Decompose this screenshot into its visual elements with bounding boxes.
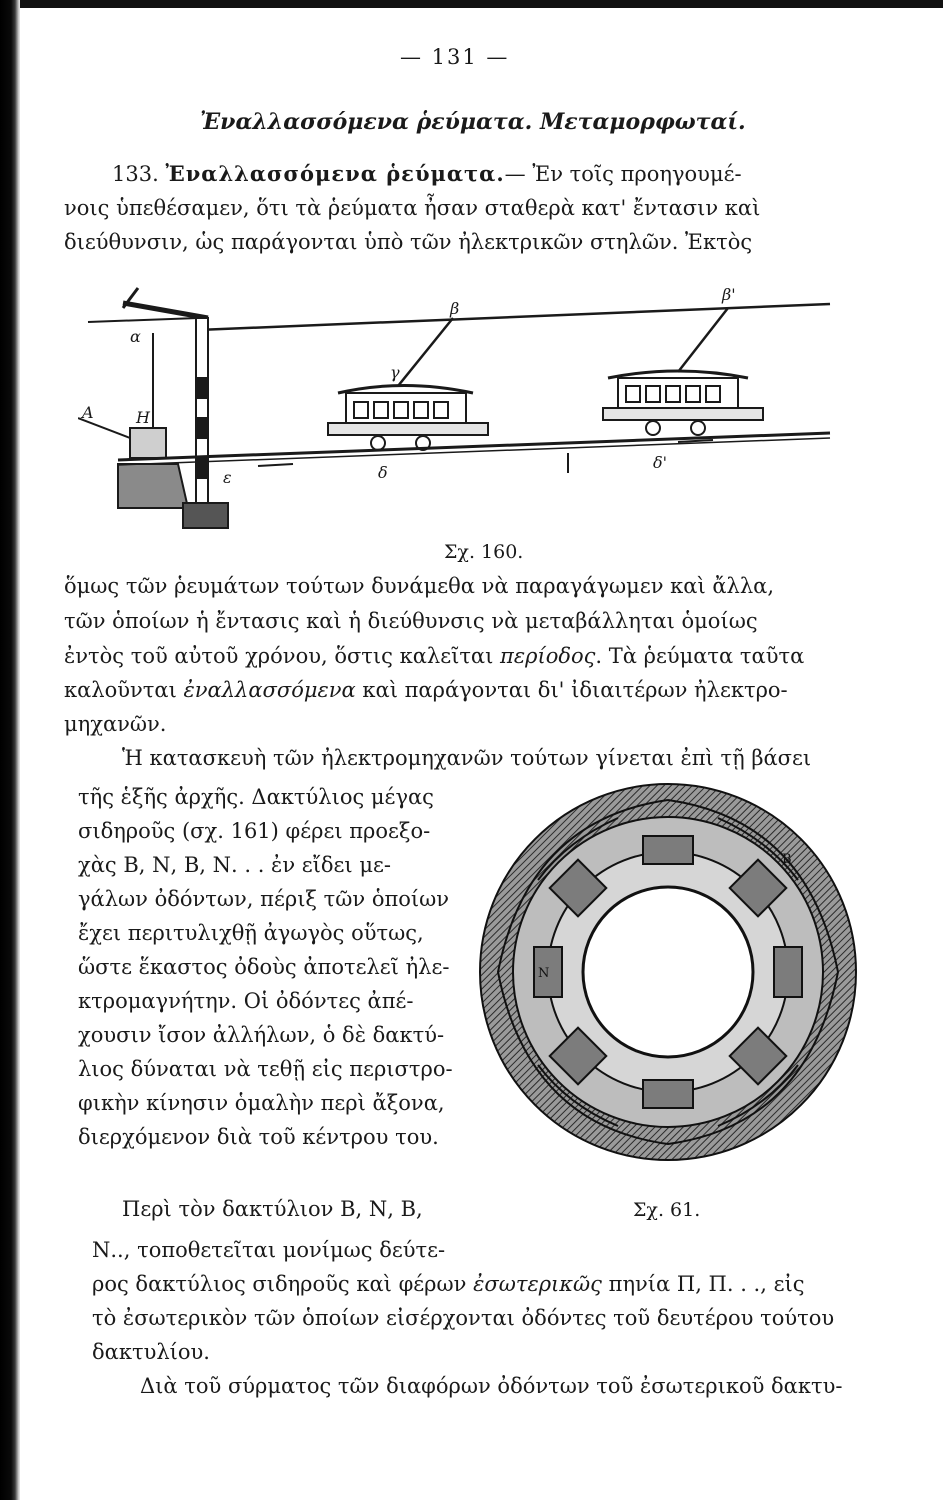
figure-61-caption: Σχ. 61. bbox=[633, 1199, 701, 1221]
figure-160-tramway-illustration bbox=[78, 278, 833, 534]
label-N: Ν bbox=[538, 966, 550, 981]
body-line: τῶν ὁποίων ἡ ἔντασις καὶ ἡ διεύθυνσις νὰ μεταβάλληται ὁμοίως bbox=[64, 609, 758, 633]
body-line: διερχόμενον διὰ τοῦ κέντρου του. bbox=[78, 1125, 439, 1149]
text-span: ἐντὸς τοῦ αὐτοῦ χρόνου, ὅστις καλεῖται bbox=[64, 644, 494, 668]
section-title: Ἐναλλασσόμενα ῥεύματα. bbox=[165, 161, 505, 186]
label-B: Β bbox=[782, 852, 792, 867]
body-line: κτρομαγνήτην. Οἱ ὀδόντες ἀπέ- bbox=[78, 989, 414, 1013]
emphasis-periodos: περίοδος bbox=[500, 644, 596, 668]
section-number: 133. bbox=[112, 162, 159, 186]
body-line: νοις ὑπεθέσαμεν, ὅτι τὰ ῥεύματα ἦσαν σταθερὰ κατ' ἔντασιν καὶ bbox=[64, 196, 761, 220]
body-line: σιδηροῦς (σχ. 161) φέρει προεξο- bbox=[78, 819, 431, 843]
tram-car-2 bbox=[603, 308, 763, 435]
text-span: καλοῦνται bbox=[64, 678, 177, 702]
body-line: Διὰ τοῦ σύρματος τῶν διαφόρων ὀδόντων τοῦ ἐσωτερικοῦ δακτυ- bbox=[140, 1374, 843, 1398]
body-line: Ν.., τοποθετεῖται μονίμως δεύτε- bbox=[92, 1238, 446, 1262]
text-span: ρος δακτύλιος σιδηροῦς καὶ φέρων bbox=[92, 1272, 467, 1296]
page-top-edge bbox=[0, 0, 943, 8]
page-heading: Ἐναλλασσόμενα ῥεύματα. Μεταμορφωταί. bbox=[200, 109, 746, 135]
body-line: Περὶ τὸν δακτύλιον Β, Ν, Β, bbox=[122, 1197, 423, 1221]
label-epsilon: ε bbox=[223, 468, 232, 487]
body-line: λιος δύναται νὰ τεθῇ εἰς περιστρο- bbox=[78, 1057, 453, 1081]
body-line: χὰς Β, Ν, Β, Ν. . . ἐν εἴδει με- bbox=[78, 853, 391, 877]
emphasis-esoterikos: ἐσωτερικῶς bbox=[473, 1272, 602, 1296]
label-delta: δ bbox=[378, 463, 388, 482]
body-line: τὸ ἐσωτερικὸν τῶν ὁποίων εἰσέρχονται ὀδόντες τοῦ δευτέρου τούτου bbox=[92, 1306, 835, 1330]
body-line: γάλων ὀδόντων, πέριξ τῶν ὁποίων bbox=[78, 887, 450, 911]
text-span: . Τὰ ῥεύματα ταῦτα bbox=[595, 644, 805, 668]
tram-car-1 bbox=[328, 318, 488, 450]
body-line: ὥστε ἕκαστος ὀδοὺς ἀποτελεῖ ἠλε- bbox=[78, 955, 450, 979]
label-delta-prime: δ' bbox=[653, 453, 668, 472]
label-H: Η bbox=[136, 408, 150, 427]
emphasis-enallassomena: ἐναλλασσόμενα bbox=[183, 678, 356, 702]
text-span: πηνία Π, Π. . ., εἰς bbox=[608, 1272, 805, 1296]
body-line: φικὴν κίνησιν ὁμαλὴν περὶ ἄξονα, bbox=[78, 1091, 445, 1115]
body-line: χουσιν ἴσον ἀλλήλων, ὁ δὲ δακτύ- bbox=[78, 1023, 445, 1047]
body-line: ἔχει περιτυλιχθῇ ἀγωγὸς οὕτως, bbox=[78, 921, 424, 945]
body-line: Ἡ κατασκευὴ τῶν ἠλεκτρομηχανῶν τούτων γίνεται ἐπὶ τῇ βάσει bbox=[122, 746, 812, 770]
body-line: διεύθυνσιν, ὡς παράγονται ὑπὸ τῶν ἠλεκτρικῶν στηλῶν. Ἐκτὸς bbox=[64, 230, 753, 254]
figure-61-ring-illustration bbox=[478, 780, 858, 1170]
book-spine-shadow bbox=[0, 0, 20, 1500]
label-alpha: α bbox=[130, 327, 141, 346]
body-line: μηχανῶν. bbox=[64, 712, 167, 736]
text-span: καὶ παράγονται δι' ἰδιαιτέρων ἠλεκτρο- bbox=[362, 678, 788, 702]
body-line bbox=[64, 677, 788, 703]
section-133-first-line bbox=[112, 161, 742, 187]
label-beta-prime: β' bbox=[722, 285, 736, 304]
figure-160-caption: Σχ. 160. bbox=[444, 541, 524, 563]
page-number: — 131 — bbox=[400, 45, 510, 69]
label-A: Α bbox=[82, 403, 94, 422]
body-line bbox=[92, 1271, 804, 1297]
body-line: τῆς ἑξῆς ἀρχῆς. Δακτύλιος μέγας bbox=[78, 785, 434, 809]
body-line: ὅμως τῶν ῥευμάτων τούτων δυνάμεθα νὰ παραγάγωμεν καὶ ἄλλα, bbox=[64, 574, 775, 598]
label-gamma: γ bbox=[390, 363, 400, 382]
body-line bbox=[64, 643, 804, 669]
label-beta: β bbox=[450, 299, 460, 318]
body-line: δακτυλίου. bbox=[92, 1340, 210, 1364]
section-intro-text: — Ἐν τοῖς προηγουμέ- bbox=[504, 162, 742, 186]
